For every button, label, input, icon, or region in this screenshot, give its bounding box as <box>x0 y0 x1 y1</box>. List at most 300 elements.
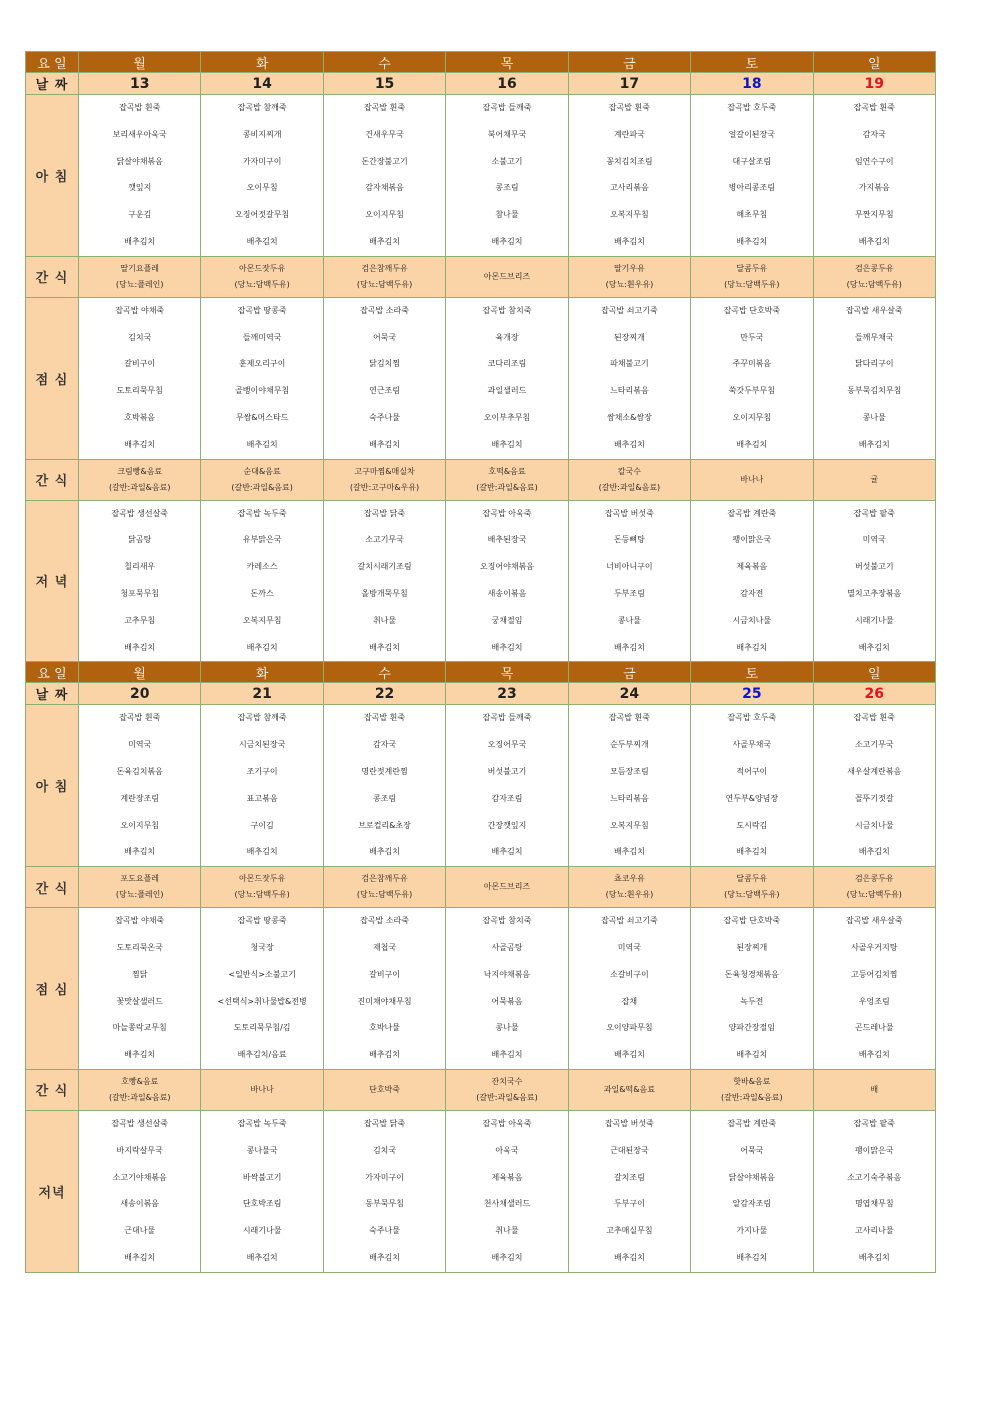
menu-item: 계란장조림 <box>120 793 160 803</box>
snack-diabetic-note: (당뇨:담백두유) <box>356 279 413 289</box>
menu-item: 보리새우아욱국 <box>112 129 167 139</box>
snack-cell <box>691 256 813 297</box>
snack-cell <box>691 1069 813 1110</box>
menu-item: 잡곡밥 계란죽 <box>727 508 777 518</box>
menu-item: 배추김치 <box>858 439 890 449</box>
snack-diabetic-note: (갈반:과일&음료) <box>476 1092 538 1102</box>
menu-item: 도시락김 <box>736 820 768 830</box>
weekday-header-cell: 수 <box>323 662 445 683</box>
menu-item: 잡곡밥 새우살죽 <box>845 305 903 315</box>
weekday-header-row <box>26 662 936 683</box>
menu-item: 배추김치 <box>858 847 890 857</box>
date-cell: 19 <box>813 73 935 95</box>
menu-item: 배추김치 <box>124 1252 156 1262</box>
breakfast-cell <box>813 95 935 257</box>
menu-item: 잡곡밥 소라죽 <box>360 305 410 315</box>
lunch-cell <box>446 297 568 459</box>
snack-cell <box>568 256 690 297</box>
menu-item: 청포묵무침 <box>120 588 160 598</box>
menu-item: 유부맑은국 <box>242 535 282 545</box>
menu-item: 가지볶음 <box>858 183 890 193</box>
menu-item: 간장깻잎지 <box>487 820 527 830</box>
menu-item: 단호박조림 <box>242 1199 282 1209</box>
snack-label: 간 식 <box>26 1069 79 1110</box>
weekday-header-cell: 화 <box>201 52 323 73</box>
menu-item: 감자국 <box>862 129 886 139</box>
menu-item: 잡곡밥 닭죽 <box>363 1118 406 1128</box>
menu-item: 돈육김치볶음 <box>116 766 163 776</box>
menu-item: 잡채 <box>621 996 638 1006</box>
menu-item: 제육볶음 <box>491 1172 523 1182</box>
snack-item: 바나나 <box>250 1084 274 1094</box>
menu-item: 가자미구이 <box>365 1172 404 1182</box>
menu-item: 오이지무침 <box>732 412 772 422</box>
snack-label: 간 식 <box>26 459 79 500</box>
snack-diabetic-note: (당뇨:담백두유) <box>724 279 780 289</box>
date-row <box>26 73 936 95</box>
menu-item: 소갈비구이 <box>610 969 649 979</box>
dinner-cell <box>323 1110 445 1272</box>
menu-item: 깻잎지 <box>128 183 152 193</box>
menu-item: 잡곡밥 야채죽 <box>115 916 165 926</box>
menu-item: 버섯불고기 <box>487 766 527 776</box>
menu-item: 임연수구이 <box>854 156 894 166</box>
menu-item: 오이지무침 <box>120 820 160 830</box>
snack-item: 포도요플레 <box>120 874 160 884</box>
lunch-cell <box>568 297 690 459</box>
snack-item: 딸기요플레 <box>120 263 160 273</box>
snack-cell <box>446 867 568 908</box>
dinner-label: 저 녁 <box>26 500 79 662</box>
snack-item: 잔치국수 <box>491 1076 523 1086</box>
menu-item: 두부구이 <box>613 1199 645 1209</box>
snack-cell <box>568 459 690 500</box>
menu-item: 꽃맛살샐러드 <box>116 996 163 1006</box>
menu-item: 건새우무국 <box>365 129 404 139</box>
menu-item: 배추김치 <box>491 1252 523 1262</box>
snack-diabetic-note: (당뇨:담백두유) <box>356 890 413 900</box>
menu-item: 시래기나물 <box>854 615 894 625</box>
menu-item: 배추김치 <box>369 847 401 857</box>
menu-item: 표고볶음 <box>246 793 278 803</box>
breakfast-label: 아 침 <box>26 95 79 257</box>
menu-item: 잡곡밥 팥죽 <box>853 1118 895 1128</box>
snack-cell <box>79 256 201 297</box>
menu-item: 고추무침 <box>124 615 156 625</box>
weekday-header-label: 요 일 <box>26 52 79 73</box>
menu-item: 잡곡밥 참치죽 <box>482 305 532 315</box>
menu-item: 곤드레나물 <box>854 1023 894 1033</box>
dinner-cell <box>568 500 690 662</box>
snack-cell <box>446 459 568 500</box>
menu-item: 동부묵김치무침 <box>847 386 902 396</box>
breakfast-label: 아 침 <box>26 705 79 867</box>
menu-item: 시금치나물 <box>732 615 772 625</box>
menu-item: 새송이볶음 <box>120 1199 160 1209</box>
menu-item: 잡곡밥 계란죽 <box>727 1118 777 1128</box>
dinner-cell <box>446 1110 568 1272</box>
menu-item: 참나물 <box>495 210 519 220</box>
menu-item: 배추김치 <box>736 439 768 449</box>
menu-item: 고등어김치찜 <box>851 969 898 979</box>
date-cell: 16 <box>446 73 568 95</box>
menu-item: 파채불고기 <box>610 359 649 369</box>
snack-item: 아몬드브리즈 <box>483 271 531 281</box>
menu-item: 배추김치 <box>369 1252 401 1262</box>
breakfast-cell <box>691 95 813 257</box>
menu-item: 오이부추무침 <box>483 412 531 422</box>
menu-item: 병아리콩조림 <box>728 183 775 193</box>
date-cell: 20 <box>79 683 201 705</box>
menu-item: 사골곰탕 <box>491 942 523 952</box>
menu-item: 시금치나물 <box>854 820 894 830</box>
menu-item: 배추김치 <box>736 1252 768 1262</box>
menu-item: 갈치조림 <box>613 1172 645 1182</box>
menu-item: 새우살계란볶음 <box>847 766 902 776</box>
menu-item: 느타리볶음 <box>610 386 649 396</box>
menu-item: 배추김치 <box>491 236 523 246</box>
snack-diabetic-note: (갈반:고구마&우유) <box>349 482 420 492</box>
dinner-cell <box>323 500 445 662</box>
menu-item: 아욱국 <box>495 1145 519 1155</box>
breakfast-cell <box>79 95 201 257</box>
lunch-cell <box>813 297 935 459</box>
menu-item: 오복지무침 <box>610 820 649 830</box>
menu-item: 배추김치 <box>858 642 890 652</box>
menu-item: 잡곡밥 소라죽 <box>360 916 410 926</box>
menu-item: 배추김치 <box>736 847 768 857</box>
menu-item: 소고기야채볶음 <box>112 1172 167 1182</box>
menu-item: 도토리묵무침 <box>116 386 163 396</box>
dinner-row <box>26 500 936 662</box>
menu-item: 배추김치 <box>736 1050 768 1060</box>
menu-item: 낙지야채볶음 <box>483 969 531 979</box>
snack-diabetic-note: (당뇨:흰우유) <box>605 279 654 289</box>
menu-item: 올방개묵무침 <box>361 588 408 598</box>
menu-item: 연두부&양념장 <box>725 793 779 803</box>
snack-diabetic-note: (당뇨:흰우유) <box>605 890 654 900</box>
menu-item: 배추김치 <box>491 847 523 857</box>
menu-item: 찜닭 <box>131 969 148 979</box>
menu-item: 잡곡밥 들깨죽 <box>482 713 532 723</box>
snack-item: 아몬드잣두유 <box>238 263 286 273</box>
date-cell: 22 <box>323 683 445 705</box>
date-cell: 17 <box>568 73 690 95</box>
menu-item: 팽이맑은국 <box>732 535 772 545</box>
snack-label: 간 식 <box>26 867 79 908</box>
menu-item: 적어구이 <box>736 766 768 776</box>
menu-item: 배추김치/음료 <box>237 1050 287 1060</box>
menu-item: 잡곡밥 버섯죽 <box>604 1118 654 1128</box>
menu-item: 잡곡밥 아욱죽 <box>482 508 532 518</box>
menu-item: 배추김치 <box>613 847 645 857</box>
menu-item: 오이지무침 <box>365 210 404 220</box>
weekday-header-cell: 월 <box>79 52 201 73</box>
snack-diabetic-note: (갈반:과일&음료) <box>231 482 293 492</box>
lunch-cell <box>691 908 813 1070</box>
weekday-header-cell: 월 <box>79 662 201 683</box>
menu-item: 잡곡밥 생선살죽 <box>111 1118 169 1128</box>
lunch-cell <box>568 908 690 1070</box>
snack-cell <box>813 459 935 500</box>
breakfast-row <box>26 705 936 867</box>
menu-item: 잡곡밥 흰죽 <box>608 713 650 723</box>
menu-item: 콩나물 <box>862 412 886 422</box>
dinner-cell <box>201 1110 323 1272</box>
menu-item: 너비아니구이 <box>606 562 653 572</box>
menu-item: 잡곡밥 팥죽 <box>853 508 895 518</box>
menu-item: 배추김치 <box>246 439 278 449</box>
snack-diabetic-note: (갈반:과일&음료) <box>598 482 661 492</box>
date-cell: 15 <box>323 73 445 95</box>
menu-item: 어묵국 <box>740 1145 764 1155</box>
menu-item: 배추김치 <box>246 642 278 652</box>
snack-cell <box>691 867 813 908</box>
menu-item: 청국장 <box>250 942 274 952</box>
menu-item: 북어채무국 <box>487 129 527 139</box>
menu-item: 오복지무침 <box>242 615 282 625</box>
menu-item: 두부조림 <box>613 588 645 598</box>
menu-item: 꼴뚜기젓갈 <box>854 793 894 803</box>
dinner-row <box>26 1110 936 1272</box>
snack-cell <box>446 1069 568 1110</box>
menu-item: 감자국 <box>372 740 397 750</box>
menu-item: 재첩국 <box>372 942 397 952</box>
breakfast-cell <box>79 705 201 867</box>
menu-table <box>25 51 936 1273</box>
menu-item: 제육볶음 <box>736 562 768 572</box>
lunch-cell <box>79 297 201 459</box>
menu-item: 닭김치찜 <box>369 359 401 369</box>
menu-item: 오징어야채볶음 <box>479 562 535 572</box>
menu-item: 명엽채무침 <box>854 1199 894 1209</box>
snack-item: 칼국수 <box>617 466 641 476</box>
dinner-cell <box>813 1110 935 1272</box>
snack-label: 간 식 <box>26 256 79 297</box>
menu-item: 닭살야채볶음 <box>728 1172 775 1182</box>
weekday-header-cell: 토 <box>691 52 813 73</box>
menu-item: 콩조림 <box>372 793 397 803</box>
menu-item: 잡곡밥 참치죽 <box>482 916 532 926</box>
menu-item: 잡곡밥 녹두죽 <box>237 508 287 518</box>
menu-item: 잡곡밥 흰죽 <box>363 103 406 112</box>
snack-item: 호떡&음료 <box>488 466 526 476</box>
menu-item: 잡곡밥 흰죽 <box>853 103 895 112</box>
snack-item: 핫바&음료 <box>733 1076 771 1086</box>
menu-item: 근대나물 <box>124 1226 156 1236</box>
menu-item: 콩조림 <box>495 183 519 193</box>
menu-item: 취나물 <box>495 1226 519 1236</box>
menu-item: 호박볶음 <box>124 412 156 422</box>
snack-row <box>26 867 936 908</box>
menu-item: 궁채절임 <box>491 615 523 625</box>
menu-item: 잡곡밥 아욱죽 <box>482 1118 532 1128</box>
menu-item: 배추김치 <box>369 642 401 652</box>
menu-item: 새송이볶음 <box>487 588 527 598</box>
menu-item: 주꾸미볶음 <box>732 359 772 369</box>
menu-item: 훈제오리구이 <box>238 359 286 369</box>
snack-cell <box>446 256 568 297</box>
menu-item: 소고기무국 <box>365 535 404 545</box>
menu-item: 육개장 <box>495 332 519 342</box>
weekday-header-cell: 금 <box>568 52 690 73</box>
menu-item: 배추김치 <box>858 236 890 246</box>
menu-item: 갈비구이 <box>124 359 156 369</box>
menu-item: 콩비지찌개 <box>242 129 282 139</box>
breakfast-cell <box>691 705 813 867</box>
snack-diabetic-note: (갈반:과일&음료) <box>108 482 171 492</box>
menu-item: 바싹불고기 <box>242 1172 282 1182</box>
breakfast-cell <box>446 95 568 257</box>
menu-item: 만두국 <box>740 332 764 342</box>
menu-item: 배추김치 <box>613 642 645 652</box>
menu-item: 오복지무침 <box>610 210 649 220</box>
menu-item: 콩나물 <box>495 1023 519 1033</box>
menu-item: 잡곡밥 땅콩죽 <box>237 916 287 926</box>
menu-item: 어묵볶음 <box>491 996 523 1006</box>
menu-item: 돈까스 <box>250 588 274 598</box>
snack-cell <box>568 867 690 908</box>
menu-item: 가자미구이 <box>242 156 282 166</box>
menu-item: 감자조림 <box>491 793 523 803</box>
menu-item: 미역국 <box>862 535 886 545</box>
menu-item: 김치국 <box>372 1145 397 1155</box>
lunch-cell <box>813 908 935 1070</box>
menu-item: 배추김치 <box>736 642 768 652</box>
weekday-header-cell: 일 <box>813 662 935 683</box>
snack-item: 검은콩두유 <box>854 263 894 273</box>
menu-item: 닭살야채볶음 <box>116 156 163 166</box>
menu-item: 사골무채국 <box>732 740 772 750</box>
menu-item: 갈비구이 <box>369 969 401 979</box>
snack-diabetic-note: (당뇨:담백두유) <box>234 279 290 289</box>
date-cell: 26 <box>813 683 935 705</box>
menu-item: 칠리새우 <box>124 562 156 572</box>
lunch-cell <box>201 908 323 1070</box>
lunch-cell <box>323 297 445 459</box>
snack-item: 검은참깨두유 <box>361 874 408 884</box>
menu-item: 잡곡밥 흰죽 <box>608 103 650 112</box>
menu-item: 모듬장조림 <box>610 766 649 776</box>
menu-item: 잡곡밥 흰죽 <box>853 713 895 723</box>
weekday-header-cell: 목 <box>446 52 568 73</box>
snack-diabetic-note: (당뇨:담백두유) <box>234 890 290 900</box>
menu-item: 쑥갓두부무침 <box>728 386 775 396</box>
menu-item: 배추김치 <box>369 1050 401 1060</box>
menu-item: 숙주나물 <box>369 412 401 422</box>
menu-item: 동부묵무침 <box>365 1199 404 1209</box>
snack-diabetic-note: (당뇨:담백두유) <box>724 890 780 900</box>
snack-cell <box>568 1069 690 1110</box>
dinner-cell <box>568 1110 690 1272</box>
menu-item: 카레소스 <box>246 562 278 572</box>
weekday-header-cell: 토 <box>691 662 813 683</box>
menu-item: 잡곡밥 버섯죽 <box>604 508 654 518</box>
menu-item: 해초무침 <box>736 210 768 220</box>
snack-item: 달콤두유 <box>736 874 768 884</box>
snack-item: 아몬드잣두유 <box>238 874 286 884</box>
menu-item: 감자채볶음 <box>365 183 404 193</box>
menu-item: 잡곡밥 참깨죽 <box>237 713 287 723</box>
menu-item: 소고기숙주볶음 <box>847 1172 902 1182</box>
menu-item: 닭다리구이 <box>854 359 894 369</box>
menu-item: 잡곡밥 호두죽 <box>727 103 777 112</box>
menu-item: 돈등뼈탕 <box>613 535 645 545</box>
menu-item: 고사리나물 <box>854 1226 894 1236</box>
snack-item: 바나나 <box>740 474 764 484</box>
menu-item: 대구살조림 <box>732 156 772 166</box>
snack-item: 순대&음료 <box>243 466 281 476</box>
snack-cell <box>813 867 935 908</box>
date-row-label: 날 짜 <box>26 683 79 705</box>
menu-item: 도토리묵온국 <box>116 942 163 952</box>
dinner-cell <box>79 1110 201 1272</box>
menu-item: 배추김치 <box>124 1050 156 1060</box>
menu-item: 계란파국 <box>613 129 645 139</box>
snack-item: 고구마찜&매실차 <box>354 466 415 476</box>
menu-item: 잡곡밥 닭죽 <box>363 508 406 518</box>
breakfast-cell <box>813 705 935 867</box>
menu-item: <선택식>취나물밥&전병 <box>217 996 307 1006</box>
snack-cell <box>201 459 323 500</box>
menu-item: 근대된장국 <box>610 1145 649 1155</box>
menu-item: 배추김치 <box>736 236 768 246</box>
menu-item: 잡곡밥 쇠고기죽 <box>601 305 658 315</box>
menu-item: 잡곡밥 녹두죽 <box>237 1118 287 1128</box>
menu-item: 돈육청경채볶음 <box>724 969 779 979</box>
lunch-row <box>26 297 936 459</box>
weekday-header-label: 요 일 <box>26 662 79 683</box>
menu-item: 무짠지무침 <box>854 210 894 220</box>
menu-item: 배추김치 <box>491 642 523 652</box>
menu-item: 배추김치 <box>858 1252 890 1262</box>
menu-item: 구이김 <box>250 820 274 830</box>
menu-item: 배추김치 <box>491 439 523 449</box>
menu-item: 연근조림 <box>369 386 401 396</box>
lunch-cell <box>691 297 813 459</box>
menu-item: 된장찌개 <box>613 332 645 342</box>
menu-item: 잡곡밥 참깨죽 <box>237 103 287 112</box>
snack-cell <box>201 867 323 908</box>
menu-item: 무쌈&머스타드 <box>235 412 289 422</box>
menu-item: 고추매실무침 <box>606 1226 653 1236</box>
breakfast-cell <box>568 705 690 867</box>
menu-item: 알감자조림 <box>732 1199 772 1209</box>
dinner-cell <box>201 500 323 662</box>
breakfast-cell <box>446 705 568 867</box>
menu-item: 배추김치 <box>613 236 645 246</box>
menu-item: 천사채샐러드 <box>483 1199 531 1209</box>
breakfast-cell <box>201 95 323 257</box>
menu-item: 시래기나물 <box>242 1226 282 1236</box>
lunch-cell <box>323 908 445 1070</box>
date-cell: 25 <box>691 683 813 705</box>
menu-item: 배추김치 <box>124 847 156 857</box>
menu-item: 코다리조림 <box>487 359 527 369</box>
snack-diabetic-note: (갈반:과일&음료) <box>108 1092 171 1102</box>
weekday-header-cell: 금 <box>568 662 690 683</box>
dinner-cell <box>691 1110 813 1272</box>
weekday-header-row <box>26 52 936 73</box>
snack-item: 달콤두유 <box>736 263 768 273</box>
snack-row <box>26 256 936 297</box>
date-cell: 18 <box>691 73 813 95</box>
menu-item: 잡곡밥 생선살죽 <box>111 508 169 518</box>
lunch-label: 점 심 <box>26 297 79 459</box>
menu-item: 버섯불고기 <box>854 562 894 572</box>
menu-item: 배추김치 <box>613 1050 645 1060</box>
menu-item: 잡곡밥 새우살죽 <box>845 916 903 926</box>
